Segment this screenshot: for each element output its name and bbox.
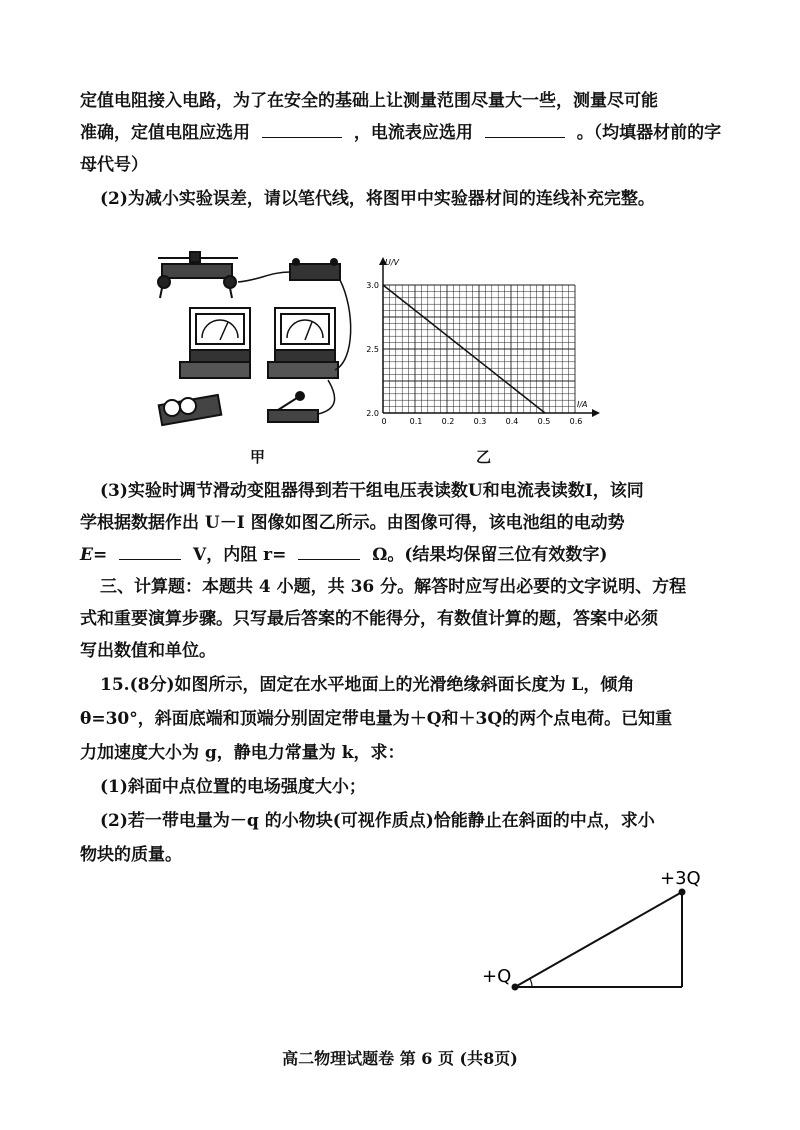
charge-point-bottom [512,984,519,991]
graph-grid [383,285,575,413]
x-tick-0: 0 [381,417,387,426]
text-segment: 。（均填器材前的字 [576,123,722,143]
x-tick-0-5: 0.5 [537,417,551,426]
text-segment: V，内阻 r= [193,545,287,565]
y-axis-label: U/V [385,258,400,267]
text-segment: Ω。(结果均保留三位有效数字) [372,545,608,565]
text-segment: 准确，定值电阻应选用 [80,123,250,143]
apparatus-figure [150,250,365,440]
question-15-sub-2-line-1: (2)若一带电量为－q 的小物块(可视作质点)恰能静止在斜面的中点，求小 [100,811,655,831]
x-tick-labels [381,417,582,426]
section-3-line-3: 写出数值和单位。 [80,641,216,661]
question-15-line-2: θ=30°，斜面底端和顶端分别固定带电量为＋Q和＋3Q的两个点电荷。已知重 [80,709,673,729]
figure-label-yi: 乙 [476,448,492,466]
resistor-box [290,259,340,280]
y-tick-labels [366,281,379,418]
question-15-line-1: 15.(8分)如图所示，固定在水平地面上的光滑绝缘斜面长度为 L，倾角 [100,675,635,695]
charge-point-top [679,889,686,896]
incline-figure [470,862,730,1002]
answer-blank-resistor[interactable] [262,119,342,138]
voltmeter [180,308,250,378]
x-tick-0-1: 0.1 [409,417,423,426]
switch [268,392,318,422]
battery-pack [159,395,222,425]
question-15-sub-1: (1)斜面中点位置的电场强度大小； [100,777,366,797]
question-3-line-3 [80,540,720,570]
charge-label-bottom: +Q [482,966,512,987]
text-segment: E= [80,545,108,565]
ammeter [268,308,338,378]
answer-blank-ammeter[interactable] [485,119,565,138]
section-3-line-1: 三、计算题：本题共 4 小题，共 36 分。解答时应写出必要的文字说明、方程 [100,577,687,597]
question-2: (2)为减小实验误差，请以笔代线，将图甲中实验器材间的连线补充完整。 [100,189,655,209]
charge-label-top: +3Q [660,868,701,889]
x-tick-0-4: 0.4 [505,417,519,426]
x-tick-0-3: 0.3 [473,417,487,426]
figure-label-jia: 甲 [250,448,266,466]
page-footer: 高二物理试题卷 第 6 页 (共8页) [282,1049,518,1068]
paragraph-line-3: 母代号） [80,155,148,175]
angle-arc [530,979,532,987]
question-15-sub-2-line-2: 物块的质量。 [80,845,182,865]
y-tick-2-0: 2.0 [366,409,379,418]
x-tick-0-2: 0.2 [441,417,455,426]
question-3-line-1: (3)实验时调节滑动变阻器得到若干组电压表读数U和电流表读数I，该同 [100,481,644,501]
x-axis-arrow [592,409,600,417]
rheostat [158,252,238,298]
paragraph-line-1: 定值电阻接入电路，为了在安全的基础上让测量范围尽量大一些，测量尽可能 [80,91,658,111]
question-3-line-2: 学根据数据作出 U－I 图像如图乙所示。由图像可得，该电池组的电动势 [80,513,625,533]
ui-graph [355,255,605,430]
answer-blank-internal-resistance[interactable] [298,541,360,560]
x-axis-label: I/A [577,400,588,409]
section-3-line-2: 式和重要演算步骤。只写最后答案的不能得分，有数值计算的题，答案中必须 [80,609,658,629]
question-15-line-3: 力加速度大小为 g，静电力常量为 k，求： [80,743,405,763]
x-tick-0-6: 0.6 [569,417,583,426]
text-segment: ，电流表应选用 [353,123,473,143]
paragraph-line-2 [80,118,720,148]
y-tick-3-0: 3.0 [366,281,379,290]
answer-blank-emf[interactable] [119,541,181,560]
incline-hypotenuse [515,892,682,987]
y-tick-2-5: 2.5 [366,345,379,354]
